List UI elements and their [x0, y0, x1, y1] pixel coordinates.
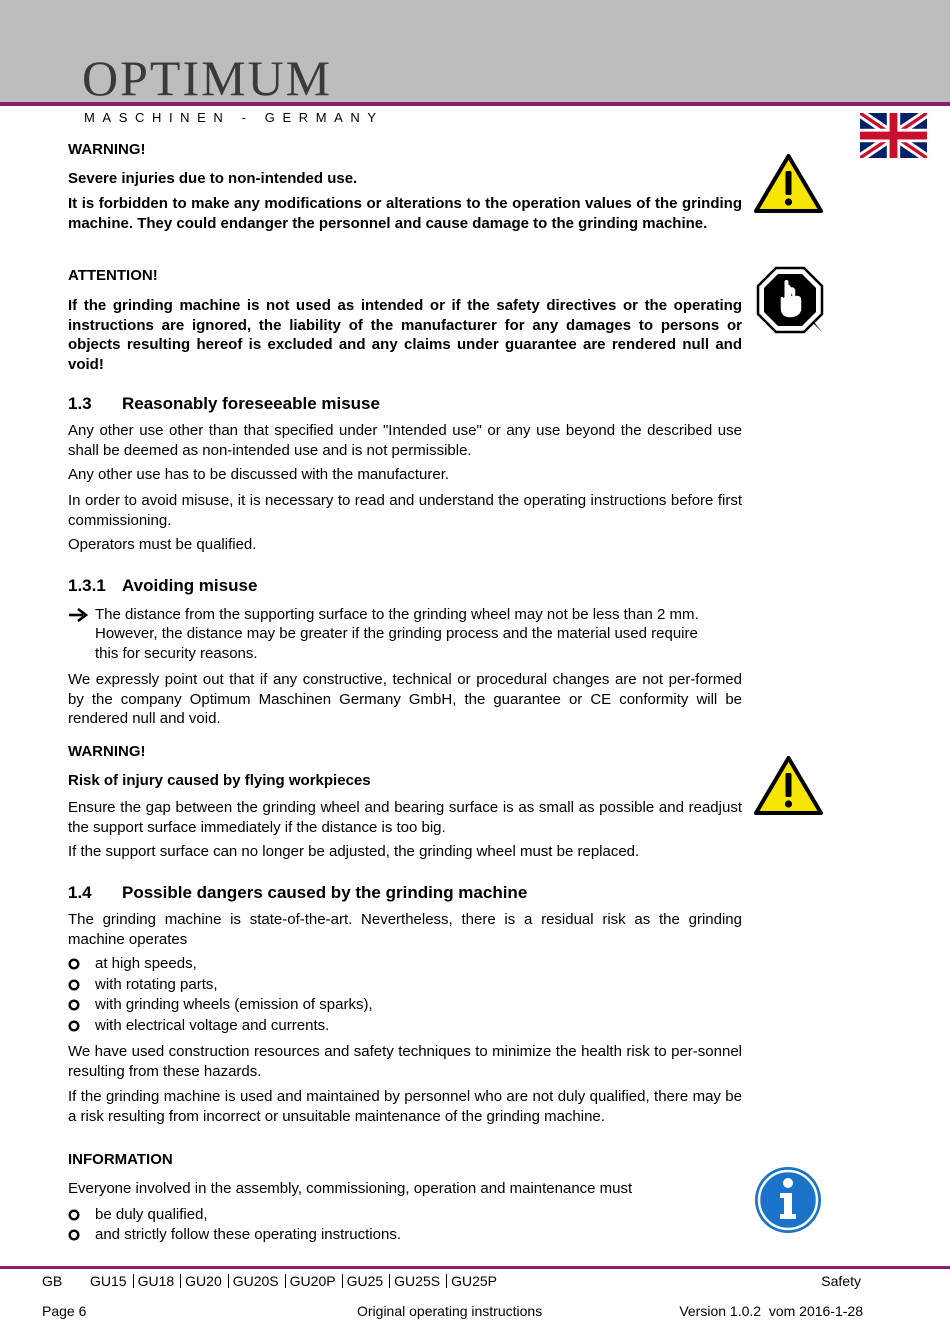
warning-label: WARNING! [68, 141, 146, 158]
section-number: 1.4 [68, 883, 92, 902]
warning-triangle-icon [753, 755, 824, 816]
bullet-circle-icon [68, 1229, 80, 1241]
paragraph: If the support surface can no longer be adjusted, the grinding wheel must be replaced. [68, 843, 640, 860]
arrow-item-line: However, the distance may be greater if the grinding process and the material used require [95, 625, 698, 642]
footer-model: GU20 [185, 1273, 222, 1289]
warning-triangle-icon [753, 153, 824, 214]
paragraph: The grinding machine is state-of-the-art. Nevertheless, there is a residual risk as the grinding machine operates [68, 911, 742, 948]
section-title: Possible dangers caused by the grinding machine [122, 883, 528, 902]
bullet-circle-icon [68, 1209, 80, 1221]
footer-model: GU20S [232, 1273, 279, 1289]
arrow-item-line: this for security reasons. [95, 645, 258, 662]
warning-title: Risk of injury caused by flying workpieces [68, 772, 371, 789]
arrow-right-icon [68, 608, 88, 622]
model-separator [389, 1274, 390, 1288]
bullet-circle-icon [68, 1020, 80, 1032]
paragraph: We have used construction resources and safety techniques to minimize the health risk to per-sonnel resulting from these hazards. [68, 1043, 742, 1080]
footer-section: Safety [821, 1273, 861, 1289]
section-title: Avoiding misuse [122, 576, 258, 595]
paragraph: Any other use has to be discussed with the manufacturer. [68, 466, 450, 483]
brand-logo: OPTIMUM [82, 50, 333, 106]
list-item-text: be duly qualified, [95, 1206, 208, 1223]
paragraph: Ensure the gap between the grinding wheel and bearing surface is as small as possible and readjust the support surface immediately if the distance is too big. [68, 799, 742, 836]
warning-title: Severe injuries due to non-intended use. [68, 170, 358, 187]
footer-document-type: Original operating instructions [357, 1303, 543, 1319]
model-separator [180, 1274, 181, 1288]
bullet-circle-icon [68, 979, 80, 991]
footer-model: GU25P [451, 1273, 497, 1289]
model-separator [446, 1274, 447, 1288]
paragraph: Operators must be qualified. [68, 536, 257, 553]
section-title: Reasonably foreseeable misuse [122, 394, 380, 413]
paragraph: Any other use other than that specified under "Intended use" or any use beyond the described use shall be deemed as non-intended use and is not permissible. [68, 422, 742, 459]
footer-model: GU20P [289, 1273, 336, 1289]
warning-text: It is forbidden to make any modifications or alterations to the operation values of the grinding machine. They could endanger the personnel and cause damage to the grinding machine. [68, 195, 742, 232]
model-separator [228, 1274, 229, 1288]
attention-hand-icon [756, 266, 824, 334]
section-heading-1-3 [68, 394, 742, 414]
paragraph: We expressly point out that if any constructive, technical or procedural changes are not per-formed by the company Optimum Maschinen Germany GmbH, the guarantee or CE conformity will be rendered null and void. [68, 671, 742, 727]
warning-label: WARNING! [68, 743, 146, 760]
model-separator [342, 1274, 343, 1288]
footer-divider [0, 1266, 950, 1269]
paragraph: Everyone involved in the assembly, commissioning, operation and maintenance must [68, 1180, 633, 1197]
section-number: 1.3.1 [68, 576, 106, 595]
footer-model: GU25 [346, 1273, 384, 1289]
information-icon [754, 1166, 822, 1234]
model-separator [285, 1274, 286, 1288]
section-heading-1-4 [68, 883, 742, 903]
footer-model: GU15 [90, 1273, 127, 1289]
list-item-text: with rotating parts, [95, 976, 218, 993]
footer-page-number: Page 6 [42, 1303, 87, 1319]
arrow-item-line: The distance from the supporting surface to the grinding wheel may not be less than 2 mm. [95, 606, 699, 623]
footer-model-list [90, 1273, 497, 1289]
attention-label: ATTENTION! [68, 267, 158, 284]
footer-language: GB [42, 1273, 63, 1289]
section-heading-1-3-1 [68, 576, 742, 596]
section-number: 1.3 [68, 394, 92, 413]
information-label: INFORMATION [68, 1151, 173, 1168]
footer-model: GU18 [137, 1273, 175, 1289]
list-item-text: with electrical voltage and currents. [95, 1017, 330, 1034]
paragraph: In order to avoid misuse, it is necessary to read and understand the operating instructions before first commissioning. [68, 492, 742, 529]
list-item-text: with grinding wheels (emission of sparks), [95, 996, 373, 1013]
bullet-circle-icon [68, 958, 80, 970]
model-separator [133, 1274, 134, 1288]
brand-subtitle: MASCHINEN - GERMANY [84, 110, 384, 125]
footer-version: Version 1.0.2 vom 2016-1-28 [679, 1303, 863, 1319]
paragraph: If the grinding machine is used and maintained by personnel who are not duly qualified, there may be a risk resulting from incorrect or unsuitable maintenance of the grinding machine. [68, 1088, 742, 1125]
list-item-text: at high speeds, [95, 955, 197, 972]
attention-text: If the grinding machine is not used as intended or if the safety directives or the operating instructions are ignored, the liability of the manufacturer for any damages to persons or objects resulting hereof is excluded and any claims under guarantee are rendered null and void! [68, 297, 742, 373]
uk-flag-icon [860, 113, 927, 158]
bullet-circle-icon [68, 999, 80, 1011]
list-item-text: and strictly follow these operating instructions. [95, 1226, 401, 1243]
footer-model: GU25S [394, 1273, 441, 1289]
